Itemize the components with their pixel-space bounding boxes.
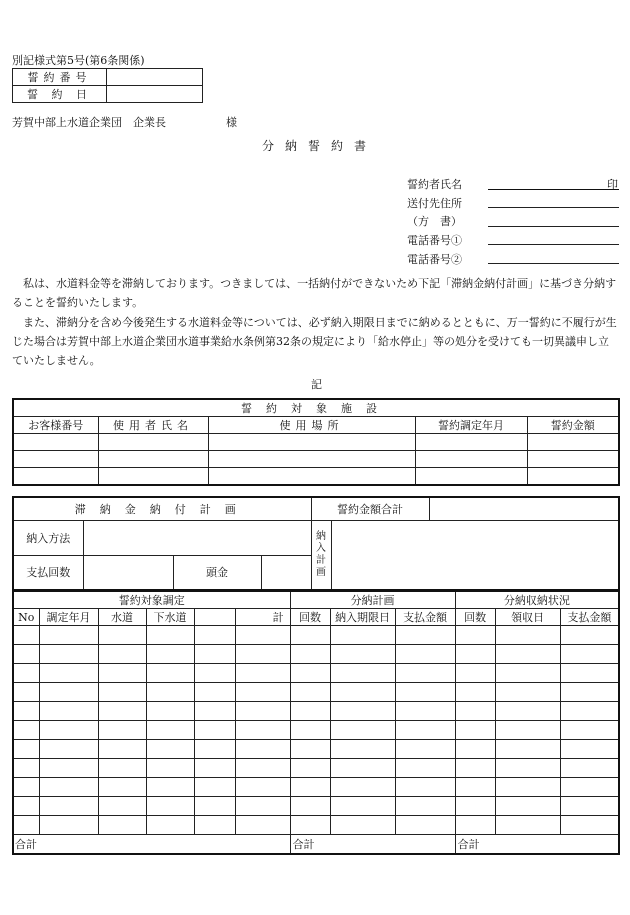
detail-header-plan-amount: 支払金額 [395,609,455,626]
facility-cell[interactable] [415,451,527,468]
detail-cell[interactable] [290,626,330,645]
facility-header-customer-no: お客様番号 [13,417,98,434]
detail-cell[interactable] [495,626,560,645]
detail-row [13,816,619,835]
detail-cell[interactable] [13,759,39,778]
pledge-info-box [12,68,203,103]
detail-cell[interactable] [39,816,98,835]
addressee: 芳賀中部上水道企業団 企業長 [12,116,166,129]
detail-cell[interactable] [194,740,235,759]
detail-cell[interactable] [13,626,39,645]
detail-cell[interactable] [13,816,39,835]
detail-cell[interactable] [395,626,455,645]
detail-cell[interactable] [194,645,235,664]
ki-heading: 記 [311,378,322,391]
detail-cell[interactable] [13,702,39,721]
body-paragraph-2: また、滞納分を含め今後発生する水道料金等については、必ず納入期限日までに納めるとともに、万一誓約に不履行が生じた場合は芳賀中部上水道企業団水道事業給水条例第32条の規定により「給水停止」等の処分を受けても一切異議申し立ていたしません。 [12,316,617,367]
detail-cell[interactable] [13,645,39,664]
detail-cell[interactable] [560,816,619,835]
group-header-billing: 誓約対象調定 [13,591,290,609]
detail-row [13,702,619,721]
detail-cell[interactable] [290,702,330,721]
detail-cell[interactable] [455,778,495,797]
pledge-total-field[interactable] [429,497,619,520]
detail-cell[interactable] [39,797,98,816]
detail-cell[interactable] [235,797,290,816]
detail-cell[interactable] [330,778,395,797]
facility-table [12,398,620,486]
detail-header-no: No [13,609,39,626]
detail-cell[interactable] [146,702,194,721]
facility-table-title: 誓約対象施設 [13,399,619,417]
detail-cell[interactable] [395,759,455,778]
detail-cell[interactable] [560,645,619,664]
facility-cell[interactable] [208,434,415,451]
detail-cell[interactable] [235,626,290,645]
body-paragraph-1: 私は、水道料金等を滞納しております。つきましては、一括納付ができないため下記「滞納金納付計画」に基づき分納することを誓約いたします。 [12,277,617,309]
detail-cell[interactable] [98,797,146,816]
detail-cell[interactable] [235,683,290,702]
detail-cell[interactable] [395,721,455,740]
facility-header-location: 使用場所 [208,417,415,434]
detail-cell[interactable] [39,721,98,740]
detail-cell[interactable] [330,626,395,645]
detail-cell[interactable] [560,664,619,683]
detail-cell[interactable] [146,740,194,759]
detail-cell[interactable] [560,702,619,721]
detail-header-month: 調定年月 [39,609,98,626]
detail-cell[interactable] [13,740,39,759]
facility-cell[interactable] [415,468,527,485]
detail-cell[interactable] [194,759,235,778]
detail-cell[interactable] [290,816,330,835]
detail-cell[interactable] [194,702,235,721]
detail-cell[interactable] [455,759,495,778]
detail-cell[interactable] [495,664,560,683]
detail-cell[interactable] [290,778,330,797]
form-label: 別記様式第5号(第6条関係) [12,54,145,67]
detail-cell[interactable] [235,816,290,835]
facility-header-month: 誓約調定年月 [415,417,527,434]
detail-cell[interactable] [395,778,455,797]
detail-cell[interactable] [146,759,194,778]
detail-cell[interactable] [146,816,194,835]
detail-cell[interactable] [330,797,395,816]
signer-name-label: 誓約者氏名 [407,178,462,191]
detail-header-sewer: 下水道 [146,609,194,626]
facility-cell[interactable] [527,434,619,451]
detail-cell[interactable] [235,740,290,759]
detail-cell[interactable] [146,778,194,797]
care-of-line[interactable] [488,226,619,227]
detail-cell[interactable] [395,664,455,683]
payment-method-field[interactable] [83,520,311,555]
detail-cell[interactable] [235,664,290,683]
detail-cell[interactable] [290,683,330,702]
detail-cell[interactable] [39,740,98,759]
detail-cell[interactable] [39,778,98,797]
detail-cell[interactable] [235,702,290,721]
honorific: 様 [226,116,237,129]
facility-header-amount: 誓約金額 [527,417,619,434]
detail-row [13,797,619,816]
payment-plan-header [12,496,620,591]
detail-cell[interactable] [290,759,330,778]
detail-header-receipt-count: 回数 [455,609,495,626]
detail-total-label-receipt: 合計 [455,835,619,854]
detail-cell[interactable] [146,664,194,683]
detail-total-row [13,835,619,854]
facility-cell[interactable] [98,434,208,451]
detail-header-due-date: 納入期限日 [330,609,395,626]
detail-total-label-plan: 合計 [290,835,455,854]
detail-cell[interactable] [455,721,495,740]
detail-header-plan-count: 回数 [290,609,330,626]
detail-cell[interactable] [560,797,619,816]
detail-cell[interactable] [495,645,560,664]
detail-cell[interactable] [560,683,619,702]
detail-cell[interactable] [98,721,146,740]
detail-cell[interactable] [455,797,495,816]
detail-cell[interactable] [395,740,455,759]
detail-row [13,645,619,664]
facility-cell[interactable] [98,451,208,468]
detail-cell[interactable] [330,683,395,702]
detail-cell[interactable] [235,778,290,797]
group-header-plan: 分納計画 [290,591,455,609]
detail-cell[interactable] [560,740,619,759]
payment-plan-title: 滞納金納付計画 [13,497,311,520]
detail-cell[interactable] [194,683,235,702]
detail-cell[interactable] [194,664,235,683]
facility-cell[interactable] [208,468,415,485]
facility-cell[interactable] [98,468,208,485]
detail-cell[interactable] [194,626,235,645]
phone2-line[interactable] [488,263,619,264]
payment-plan-vertical-label: 納 入 計 画 [311,520,331,590]
detail-cell[interactable] [290,645,330,664]
detail-cell[interactable] [495,740,560,759]
detail-cell[interactable] [98,645,146,664]
detail-cell[interactable] [39,759,98,778]
detail-cell[interactable] [330,740,395,759]
detail-header-blank [194,609,235,626]
detail-row [13,664,619,683]
detail-cell[interactable] [98,626,146,645]
detail-cell[interactable] [194,797,235,816]
detail-cell[interactable] [194,816,235,835]
detail-cell[interactable] [235,721,290,740]
detail-cell[interactable] [194,721,235,740]
phone2-label: 電話番号② [407,253,462,266]
detail-cell[interactable] [98,702,146,721]
detail-cell[interactable] [560,626,619,645]
care-of-label: （方 書） [407,215,462,228]
detail-cell[interactable] [13,664,39,683]
detail-cell[interactable] [39,645,98,664]
detail-cell[interactable] [194,778,235,797]
detail-cell[interactable] [330,702,395,721]
facility-cell[interactable] [13,434,98,451]
seal-mark: 印 [607,178,618,191]
group-header-receipt: 分納収納状況 [455,591,619,609]
detail-cell[interactable] [98,816,146,835]
detail-header-receipt-amount: 支払金額 [560,609,619,626]
document-title: 分納誓約書 [262,139,378,153]
facility-cell[interactable] [208,451,415,468]
detail-cell[interactable] [455,664,495,683]
detail-cell[interactable] [146,626,194,645]
detail-header-receipt-date: 領収日 [495,609,560,626]
detail-cell[interactable] [495,759,560,778]
address-label: 送付先住所 [407,197,462,210]
detail-cell[interactable] [395,683,455,702]
detail-cell[interactable] [98,664,146,683]
detail-cell[interactable] [560,759,619,778]
detail-cell[interactable] [455,816,495,835]
detail-cell[interactable] [290,721,330,740]
detail-cell[interactable] [39,683,98,702]
detail-header-sum: 計 [235,609,290,626]
detail-cell[interactable] [395,702,455,721]
detail-cell[interactable] [13,683,39,702]
pledge-total-label: 誓約金額合計 [311,497,429,520]
detail-cell[interactable] [146,683,194,702]
detail-cell[interactable] [39,664,98,683]
detail-cell[interactable] [290,797,330,816]
detail-cell[interactable] [330,759,395,778]
detail-cell[interactable] [13,797,39,816]
detail-cell[interactable] [495,721,560,740]
detail-cell[interactable] [560,778,619,797]
phone1-label: 電話番号① [407,234,462,247]
detail-cell[interactable] [290,740,330,759]
payment-method-label: 納入方法 [13,520,83,555]
detail-row [13,721,619,740]
pledge-number-label: 誓約番号 [13,69,107,86]
signer-name-line[interactable] [488,189,619,190]
detail-cell[interactable] [495,797,560,816]
detail-cell[interactable] [330,721,395,740]
detail-row [13,683,619,702]
detail-table [12,590,620,855]
detail-cell[interactable] [290,664,330,683]
detail-body [13,626,619,835]
payment-plan-field[interactable] [331,520,619,590]
detail-cell[interactable] [13,721,39,740]
detail-cell[interactable] [98,683,146,702]
detail-cell[interactable] [330,816,395,835]
pledge-date-label: 誓 約 日 [13,86,107,103]
facility-cell[interactable] [13,468,98,485]
down-payment-field[interactable] [261,555,311,590]
detail-cell[interactable] [39,626,98,645]
detail-cell[interactable] [146,797,194,816]
detail-cell[interactable] [395,797,455,816]
phone1-line[interactable] [488,244,619,245]
detail-cell[interactable] [39,702,98,721]
detail-cell[interactable] [395,645,455,664]
detail-header-water: 水道 [98,609,146,626]
installments-field[interactable] [83,555,173,590]
detail-cell[interactable] [98,778,146,797]
detail-cell[interactable] [146,645,194,664]
detail-cell[interactable] [560,721,619,740]
detail-cell[interactable] [495,816,560,835]
pledge-date-field[interactable] [107,86,203,103]
detail-row [13,778,619,797]
installments-label: 支払回数 [13,555,83,590]
down-payment-label: 頭金 [173,555,261,590]
detail-cell[interactable] [98,759,146,778]
facility-cell[interactable] [13,451,98,468]
facility-cell[interactable] [527,451,619,468]
facility-cell[interactable] [415,434,527,451]
detail-cell[interactable] [235,645,290,664]
pledge-number-field[interactable] [107,69,203,86]
detail-cell[interactable] [455,645,495,664]
detail-cell[interactable] [98,740,146,759]
detail-cell[interactable] [330,664,395,683]
facility-cell[interactable] [527,468,619,485]
detail-cell[interactable] [395,816,455,835]
detail-cell[interactable] [330,645,395,664]
detail-total-label-billing: 合計 [13,835,290,854]
detail-cell[interactable] [146,721,194,740]
detail-cell[interactable] [495,702,560,721]
detail-cell[interactable] [495,683,560,702]
detail-cell[interactable] [13,778,39,797]
detail-row [13,759,619,778]
address-line[interactable] [488,207,619,208]
detail-row [13,626,619,645]
detail-cell[interactable] [235,759,290,778]
detail-row [13,740,619,759]
facility-header-user-name: 使用者氏名 [98,417,208,434]
detail-cell[interactable] [455,702,495,721]
detail-cell[interactable] [455,740,495,759]
detail-cell[interactable] [455,626,495,645]
detail-cell[interactable] [455,683,495,702]
detail-cell[interactable] [495,778,560,797]
